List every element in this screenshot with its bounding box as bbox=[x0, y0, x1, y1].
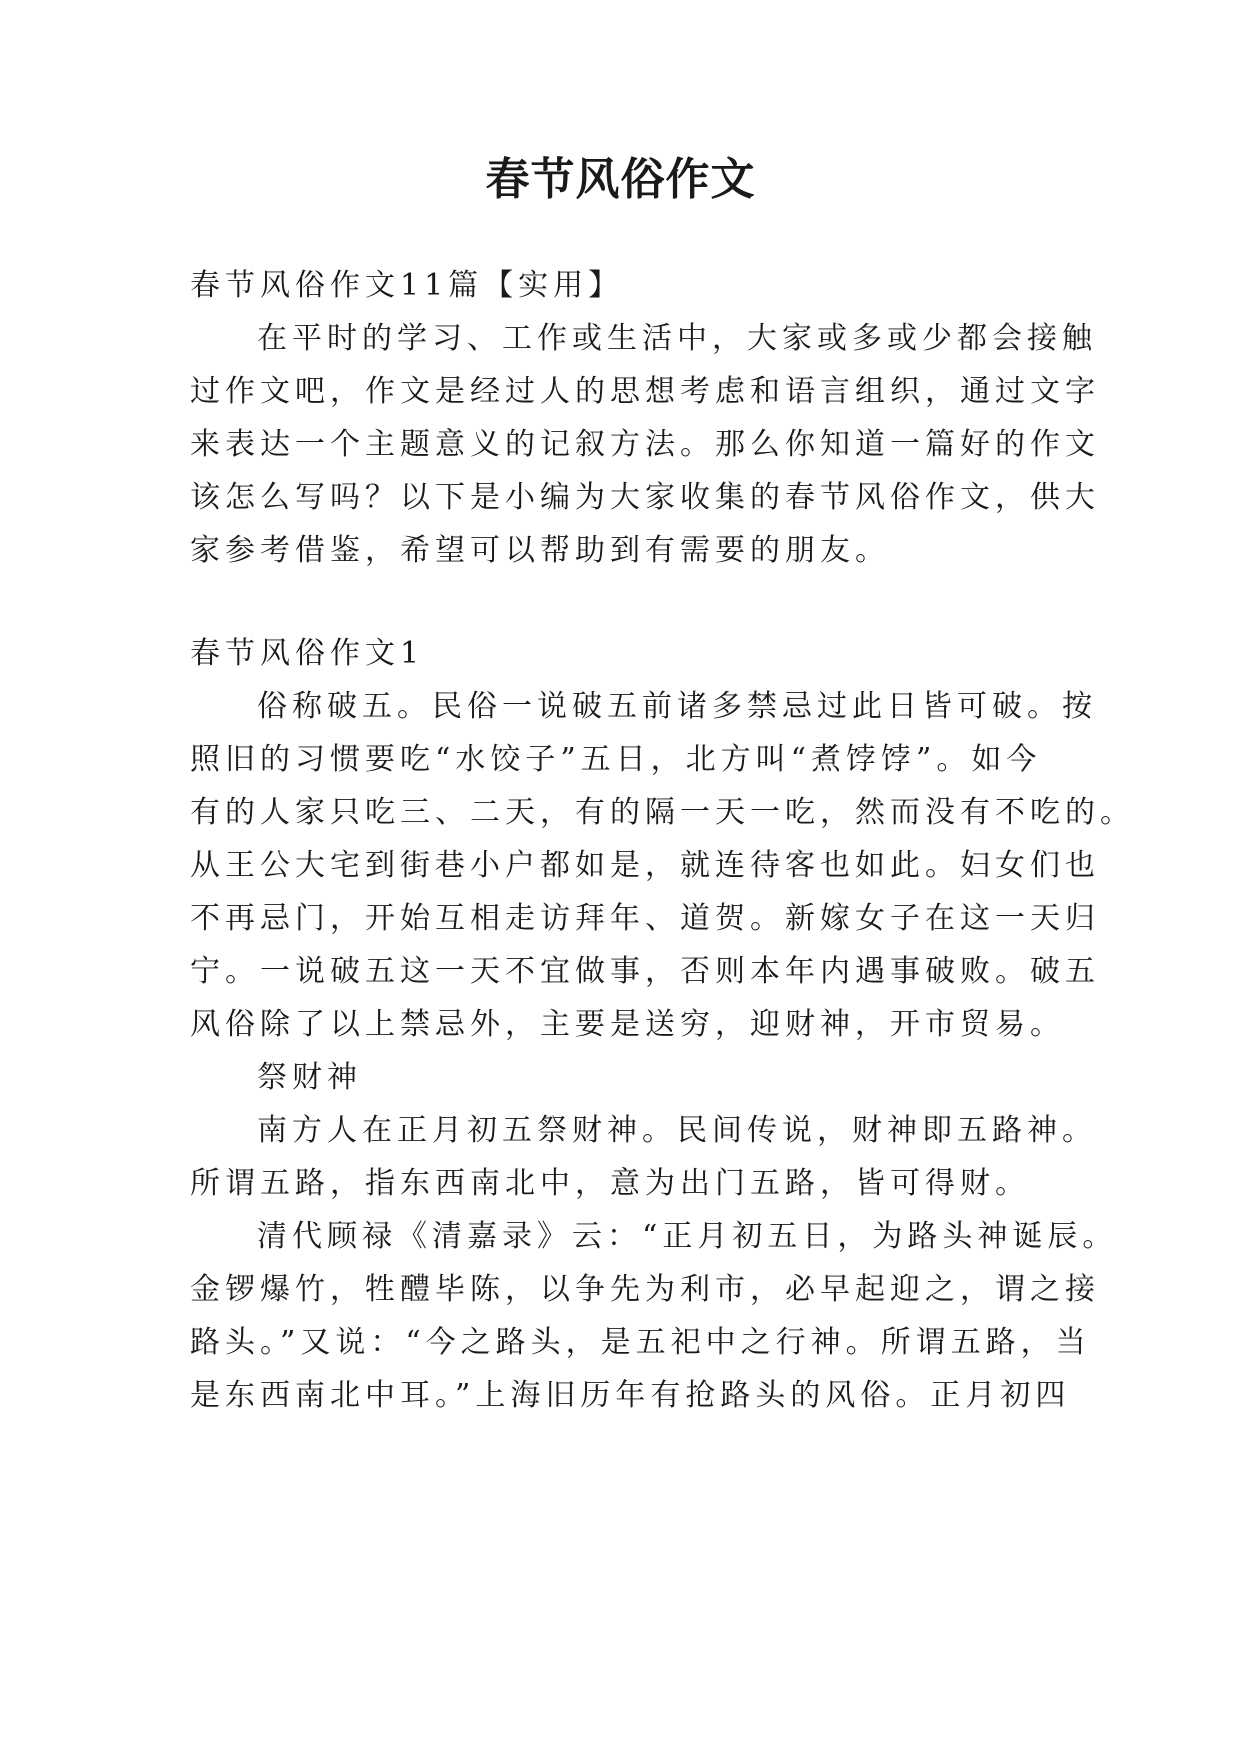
paragraph-line: 所谓五路，指东西南北中，意为出门五路，皆可得财。 bbox=[190, 1166, 1030, 1201]
intro-line: 过作文吧，作文是经过人的思想考虑和语言组织，通过文字 bbox=[190, 374, 1100, 409]
paragraph-line: 俗称破五。民俗一说破五前诸多禁忌过此日皆可破。按 bbox=[257, 689, 1097, 724]
paragraph-line: 宁。一说破五这一天不宜做事，否则本年内遇事破败。破五 bbox=[190, 954, 1100, 989]
paragraph-line: 有的人家只吃三、二天，有的隔一天一吃，然而没有不吃的。 bbox=[190, 795, 1135, 830]
page-title: 春节风俗作文 bbox=[485, 154, 756, 205]
document-subtitle: 春节风俗作文11篇【实用】 bbox=[190, 268, 624, 303]
paragraph-line: 风俗除了以上禁忌外，主要是送穷，迎财神，开市贸易。 bbox=[190, 1007, 1065, 1042]
section-heading: 春节风俗作文1 bbox=[190, 636, 425, 671]
intro-line: 来表达一个主题意义的记叙方法。那么你知道一篇好的作文 bbox=[190, 427, 1100, 462]
paragraph-line: 南方人在正月初五祭财神。民间传说，财神即五路神。 bbox=[257, 1113, 1097, 1148]
paragraph-line: 金锣爆竹，牲醴毕陈，以争先为利市，必早起迎之，谓之接 bbox=[190, 1272, 1100, 1307]
paragraph-line: 清代顾禄《清嘉录》云：“正月初五日，为路头神诞辰。 bbox=[257, 1219, 1118, 1254]
paragraph-line: 从王公大宅到街巷小户都如是，就连待客也如此。妇女们也 bbox=[190, 848, 1100, 883]
intro-line: 该怎么写吗？以下是小编为大家收集的春节风俗作文，供大 bbox=[190, 480, 1100, 515]
paragraph-line: 照旧的习惯要吃“水饺子”五日，北方叫“煮饽饽”。如今 bbox=[190, 742, 1042, 777]
intro-line: 家参考借鉴，希望可以帮助到有需要的朋友。 bbox=[190, 533, 890, 568]
subheading: 祭财神 bbox=[257, 1060, 362, 1095]
paragraph-line: 路头。”又说：“今之路头，是五祀中之行神。所谓五路，当 bbox=[190, 1325, 1091, 1360]
paragraph-line: 是东西南北中耳。”上海旧历年有抢路头的风俗。正月初四 bbox=[190, 1378, 1071, 1413]
paragraph-line: 不再忌门，开始互相走访拜年、道贺。新嫁女子在这一天归 bbox=[190, 901, 1100, 936]
intro-line: 在平时的学习、工作或生活中，大家或多或少都会接触 bbox=[257, 321, 1097, 356]
